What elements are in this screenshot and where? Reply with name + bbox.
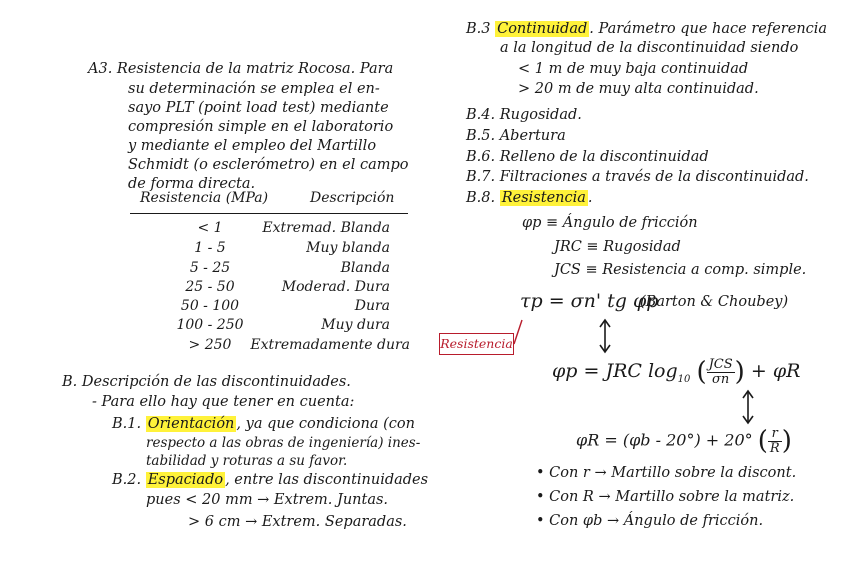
- formula-phi-p: [552, 357, 800, 387]
- phir-lhs: φR = (φb - 20°) + 20°: [576, 430, 753, 450]
- a3-line: A3. Resistencia de la matriz Rocosa. Para: [88, 61, 394, 77]
- formula-authors: (Barton & Choubey): [640, 294, 789, 310]
- b1-highlight: Orientación: [147, 416, 235, 432]
- table-cell-range: 5 - 25: [189, 260, 231, 276]
- phi-den: σn: [712, 371, 730, 387]
- b2-line: > 6 cm → Extrem. Separadas.: [188, 514, 407, 530]
- table-cell-range: < 1: [197, 220, 223, 236]
- b2-text: , entre las discontinuidades: [225, 472, 429, 488]
- a3-line: su determinación se emplea el en-: [128, 81, 380, 97]
- b3-line: < 1 m de muy baja continuidad: [518, 61, 749, 77]
- phir-num: r: [768, 427, 782, 442]
- b1-line: respecto a las obras de ingeniería) ines-: [146, 435, 421, 451]
- table-cell-desc: Dura: [354, 298, 390, 314]
- b8-label: B.8.: [466, 190, 496, 206]
- b1-label: B.1.: [112, 416, 142, 432]
- arrow-connector: [512, 318, 524, 348]
- b1-line: [112, 415, 415, 433]
- list-item: B.6. Relleno de la discontinuidad: [466, 149, 709, 165]
- table-row: [120, 298, 410, 316]
- table-cell-desc: Muy dura: [321, 317, 390, 333]
- bullet-item: • Con R → Martillo sobre la matriz.: [536, 489, 795, 505]
- table-header-resistance: Resistencia (MPa): [140, 190, 269, 206]
- bullet-item: • Con r → Martillo sobre la discont.: [536, 465, 797, 481]
- paren-open: (: [696, 357, 707, 387]
- paren-open: (: [757, 426, 768, 456]
- table-row: [120, 220, 410, 238]
- section-b-title: B. Descripción de las discontinuidades.: [62, 374, 351, 390]
- table-cell-range: 100 - 250: [176, 317, 244, 333]
- table-cell-desc: Moderad. Dura: [281, 279, 390, 295]
- b3-text: . Parámetro que hace referencia: [589, 21, 828, 37]
- table-row: [120, 240, 410, 258]
- table-row: [120, 337, 410, 355]
- a3-line: compresión simple en el laboratorio: [128, 119, 394, 135]
- table-cell-range: 50 - 100: [180, 298, 240, 314]
- definition-line: JCS ≡ Resistencia a comp. simple.: [554, 262, 807, 278]
- b2-label: B.2.: [112, 472, 142, 488]
- resistencia-box: Resistencia: [439, 333, 514, 355]
- table-header-description: Descripción: [310, 190, 395, 206]
- b2-line: [112, 471, 428, 489]
- phi-sub: 10: [677, 373, 691, 385]
- table-row: [120, 317, 410, 335]
- bullet-item: • Con φb → Ángulo de fricción.: [536, 513, 764, 529]
- a3-line: Schmidt (o esclerómetro) en el campo: [128, 157, 409, 173]
- formula-phi-r: [576, 426, 792, 456]
- definition-line: JRC ≡ Rugosidad: [554, 239, 681, 255]
- phi-lhs: φp = JRC log: [552, 360, 678, 382]
- table-rule: [130, 213, 408, 214]
- b3-line: > 20 m de muy alta continuidad.: [518, 81, 759, 97]
- a3-line: y mediante el empleo del Martillo: [128, 138, 377, 154]
- b2-highlight: Espaciado: [147, 472, 224, 488]
- table-cell-range: > 250: [188, 337, 232, 353]
- b3-highlight: Continuidad: [497, 21, 588, 37]
- b3-label: B.3: [466, 21, 491, 37]
- phi-fraction: [707, 358, 735, 387]
- b8-line: [466, 189, 593, 207]
- b3-line: [466, 20, 827, 38]
- b1-line: tabilidad y roturas a su favor.: [146, 453, 348, 469]
- table-cell-desc: Muy blanda: [306, 240, 390, 256]
- list-item: B.7. Filtraciones a través de la discontinuidad.: [466, 169, 809, 185]
- table-cell-range: 25 - 50: [185, 279, 235, 295]
- formula-tau: τp = σn' tg φp: [520, 290, 659, 312]
- paren-close: ): [734, 357, 745, 387]
- a3-line: sayo PLT (point load test) mediante: [128, 100, 389, 116]
- double-arrow-icon: [741, 389, 755, 425]
- b8-highlight: Resistencia: [501, 190, 586, 206]
- table-row: [120, 260, 410, 278]
- b2-line: pues < 20 mm → Extrem. Juntas.: [146, 492, 389, 508]
- table-cell-desc: Extremad. Blanda: [262, 220, 390, 236]
- list-item: B.4. Rugosidad.: [466, 107, 582, 123]
- paren-close: ): [781, 426, 792, 456]
- phir-den: R: [769, 440, 780, 456]
- table-cell-desc: Blanda: [340, 260, 390, 276]
- table-cell-range: 1 - 5: [194, 240, 226, 256]
- list-item: B.5. Abertura: [466, 128, 566, 144]
- section-b-intro: - Para ello hay que tener en cuenta:: [92, 394, 355, 410]
- definition-line: φp ≡ Ángulo de fricción: [522, 215, 698, 231]
- b8-tail: .: [587, 190, 593, 206]
- table-cell-desc: Extremadamente dura: [250, 337, 410, 353]
- table-row: [120, 279, 410, 297]
- phi-num: JCS: [708, 356, 733, 372]
- a3-line: de forma directa.: [128, 176, 256, 192]
- phir-fraction: [768, 427, 782, 456]
- b3-line: a la longitud de la discontinuidad siendo: [500, 40, 799, 56]
- phi-tail: + φR: [750, 360, 801, 382]
- double-arrow-icon: [598, 318, 612, 354]
- b1-text: , ya que condiciona (con: [236, 416, 415, 432]
